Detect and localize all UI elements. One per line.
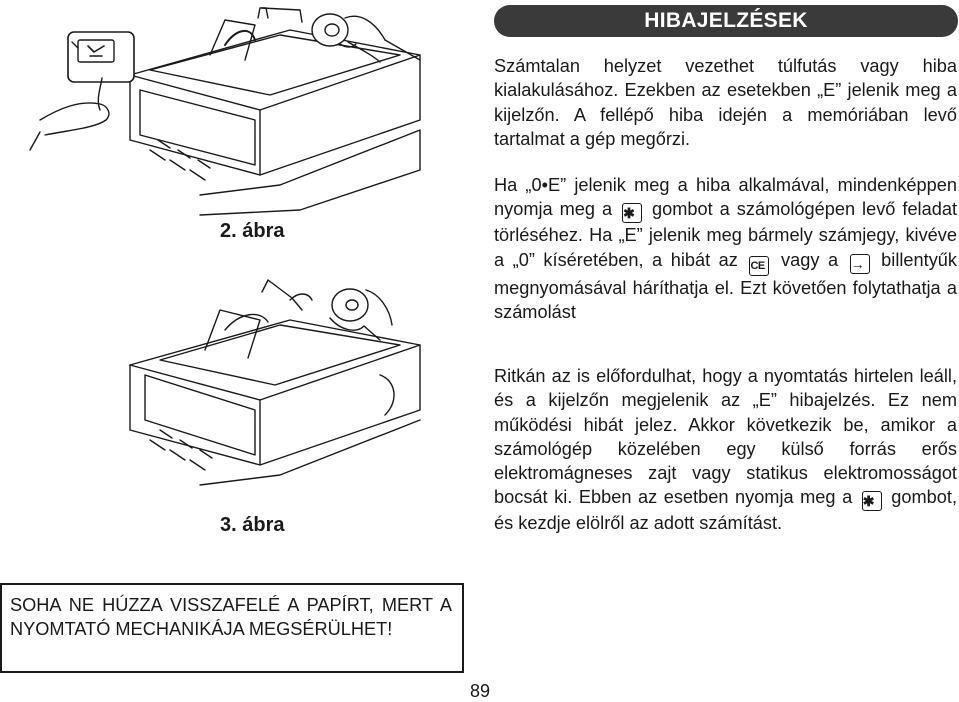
paragraph-2-text-1: Ha „0•E” jelenik meg a hiba alkalmával, mindenképpen nyomja meg a xyxy=(494,175,957,220)
paragraph-overflow-error: Számtalan helyzet vezethet túlfutás vagy hiba kialakulásához. Ezekben az esetekben „E” jelenik meg a kijelzőn. A fellépő hiba idején a memóriában levő tartalmat a gép megőrzi. xyxy=(494,56,957,149)
figure-2-caption: 2. ábra xyxy=(220,220,285,242)
paragraph-print-stop xyxy=(494,364,957,536)
warning-box xyxy=(0,583,464,673)
paragraph-2-text-4: billentyűk megnyomásával háríthatja el. Ezt követően folytathatja a számolást xyxy=(494,249,957,322)
paragraph-3-text-1: Ritkán az is előfordulhat, hogy a nyomtatás hirtelen leáll, és a kijelzőn megjelenik az „E” hibajelzés. Ez nem működési hibát jelez. Akkor következik be, amikor a számológép közelében egy külső forrás erős elektromágneses zajt vagy statikus elektromosságot bocsát ki. Ebben az esetben nyomja meg a xyxy=(494,366,957,508)
ce-key-icon: CE xyxy=(749,256,769,276)
figure-3-illustration xyxy=(0,270,470,510)
star-key-icon: ✱ xyxy=(862,491,882,511)
star-key-icon: ✱ xyxy=(622,203,642,223)
figure-3-caption: 3. ábra xyxy=(220,514,285,536)
section-title: HIBAJELZÉSEK xyxy=(494,5,958,37)
paragraph-3-text-2: gombot, és kezdje elölről az adott számítást. xyxy=(494,487,957,534)
arrow-key-icon: → xyxy=(850,254,870,274)
paragraph-2-text-2: gombot a számológépen levő feladat törléséhez. Ha „E” jelenik meg bármely számjegy, kivéve a „0” kíséretében, a hibát az xyxy=(494,199,957,270)
paragraph-2-text-3: vagy a xyxy=(781,249,839,270)
warning-text: SOHA NE HÚZZA VISSZAFELÉ A PAPÍRT, MERT A NYOMTATÓ MECHANIKÁJA MEGSÉRÜLHET! xyxy=(10,595,452,639)
page-number: 89 xyxy=(470,681,491,701)
paragraph-clear-error xyxy=(494,173,957,324)
